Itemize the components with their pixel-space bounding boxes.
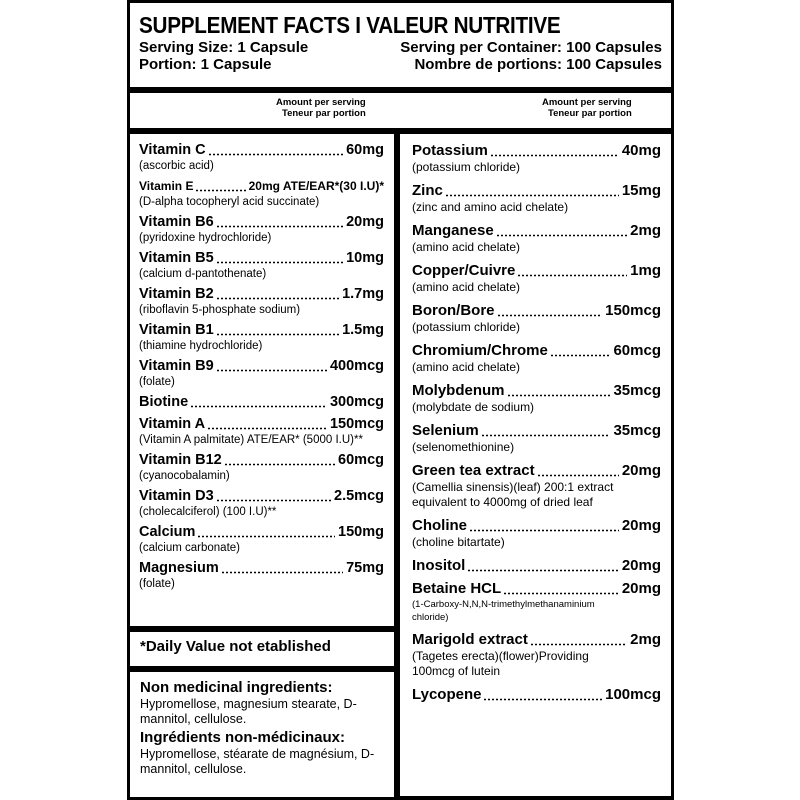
source-text: (potassium chloride)	[412, 160, 521, 174]
panel-title: SUPPLEMENT FACTS I VALEUR NUTRITIVE	[139, 12, 561, 38]
nutrient-row	[412, 631, 661, 649]
nutrient-name: Magnesium	[139, 560, 219, 576]
nutrient-name: Biotine	[139, 394, 189, 410]
teneur-par-portion-right: Teneur par portion	[548, 108, 632, 119]
nutrient-row	[139, 214, 384, 231]
nutrient-source	[412, 360, 661, 375]
nutrient-amount: 150mg	[338, 524, 384, 540]
source-text: (amino acid chelate)	[412, 240, 521, 254]
nutrient-amount: 60mcg	[338, 452, 384, 468]
nutrient-row	[412, 302, 661, 320]
nutrient-source	[139, 505, 384, 519]
nutrient-name: Copper/Cuivre	[412, 262, 516, 279]
nutrient-source	[139, 303, 384, 317]
nutrient-row	[412, 422, 661, 440]
nutrient-row	[412, 557, 661, 575]
nutrient-amount: 20mg	[621, 557, 661, 574]
daily-value-box	[130, 632, 394, 666]
nutrient-source	[412, 240, 661, 255]
nutrient-amount: 100mcg	[605, 686, 661, 703]
dot-leader	[496, 234, 627, 237]
amount-per-serving-left: Amount per serving	[276, 97, 366, 108]
source-text: (cyanocobalamin)	[139, 470, 230, 482]
nutrient-name: Green tea extract	[412, 462, 535, 479]
nutrient-amount: 2mg	[630, 631, 661, 648]
right-nutrient-column	[400, 134, 671, 796]
nutrient-source	[139, 433, 384, 447]
nutrient-source	[412, 200, 661, 215]
nutrient-amount: 2.5mcg	[334, 488, 384, 504]
nutrient-row	[412, 580, 661, 598]
source-text: (selenomethionine)	[412, 440, 515, 454]
source-text: (1-Carboxy-N,N,N-trimethylmethanaminium	[412, 599, 595, 610]
nutrient-name: Vitamin B12	[139, 452, 222, 468]
nutrient-row	[139, 416, 384, 433]
dot-leader	[207, 427, 327, 430]
dot-leader	[208, 153, 344, 156]
dot-leader	[507, 394, 611, 397]
dot-leader	[490, 154, 619, 157]
nutrient-row	[139, 178, 384, 195]
nutrient-name: Vitamin E	[139, 179, 194, 193]
dot-leader	[483, 698, 602, 701]
nutrient-row	[412, 142, 661, 160]
source-text-2: equivalent to 4000mg of dried leaf	[412, 495, 593, 509]
nutrient-row	[139, 358, 384, 375]
nutrient-source	[412, 535, 661, 550]
amount-header-right	[542, 97, 632, 119]
nutrient-name: Molybdenum	[412, 382, 505, 399]
nutrient-row	[412, 222, 661, 240]
nutrient-source	[139, 159, 384, 173]
amount-header-box	[130, 93, 671, 128]
non-medicinal-heading-en: Non medicinal ingredients:	[140, 679, 333, 696]
nutrient-name: Chromium/Chrome	[412, 342, 548, 359]
nutrient-amount: 1mg	[630, 262, 661, 279]
non-medicinal-box	[130, 672, 394, 797]
source-text: (thiamine hydrochloride)	[139, 340, 263, 352]
nutrient-amount: 60mg	[346, 142, 384, 158]
nutrient-source	[412, 598, 661, 624]
nutrient-name: Selenium	[412, 422, 479, 439]
nutrient-name: Vitamin B9	[139, 358, 214, 374]
nutrient-source	[139, 231, 384, 245]
source-text: (folate)	[139, 376, 175, 388]
nutrient-name: Marigold extract	[412, 631, 528, 648]
nutrient-row	[139, 394, 384, 411]
dot-leader	[467, 569, 618, 572]
nutrient-name: Betaine HCL	[412, 580, 502, 597]
nutrient-amount: 150mcg	[605, 302, 661, 319]
nutrient-row	[139, 524, 384, 541]
dot-leader	[216, 297, 339, 300]
daily-value-note: *Daily Value not etablished	[140, 638, 331, 655]
source-text: (Camellia sinensis)(leaf) 200:1 extract	[412, 480, 614, 494]
serving-row-en	[139, 39, 662, 56]
header-box	[130, 3, 671, 87]
nutrient-amount: 2mg	[630, 222, 661, 239]
nutrient-source	[412, 649, 661, 679]
nutrient-row	[139, 142, 384, 159]
serving-row-fr	[139, 56, 662, 73]
nutrient-amount: 20mg	[621, 462, 661, 479]
nutrient-source	[139, 267, 384, 281]
nutrient-name: Vitamin B5	[139, 250, 214, 266]
nutrient-amount: 150mcg	[329, 416, 384, 432]
non-medicinal-text-fr: Hypromellose, stéarate de magnésium, D-mannitol, cellulose.	[140, 747, 375, 776]
source-text-2: 100mcg of lutein	[412, 664, 501, 678]
source-note: ATE/EAR* (5000 I.U)**	[246, 434, 363, 446]
non-medicinal-text-en: Hypromellose, magnesium stearate, D-mannitol, cellulose.	[140, 697, 357, 726]
nutrient-name: Vitamin B6	[139, 214, 214, 230]
dot-leader	[216, 499, 331, 502]
dot-leader	[481, 434, 611, 437]
dot-leader	[216, 369, 327, 372]
nutrient-name: Choline	[412, 517, 467, 534]
nutrient-amount: 20mg ATE/EAR*(30 I.U)*	[248, 179, 384, 193]
dot-leader	[550, 354, 611, 357]
nutrient-amount: 40mg	[621, 142, 661, 159]
nutrient-name: Calcium	[139, 524, 196, 540]
source-text: (zinc and amino acid chelate)	[412, 200, 569, 214]
nutrient-row	[139, 488, 384, 505]
dot-leader	[537, 474, 619, 477]
dot-leader	[190, 405, 327, 408]
nutrient-name: Manganese	[412, 222, 494, 239]
amount-header-left	[276, 97, 366, 119]
nutrient-name: Boron/Bore	[412, 302, 495, 319]
nutrient-source	[139, 339, 384, 353]
non-medicinal-heading-fr: Ingrédients non-médicinaux:	[140, 729, 346, 746]
nutrient-source	[139, 469, 384, 483]
nutrient-row	[412, 342, 661, 360]
nutrient-row	[412, 686, 661, 704]
nutrient-amount: 1.5mg	[342, 322, 384, 338]
nutrient-name: Inositol	[412, 557, 466, 574]
dot-leader	[530, 643, 627, 646]
nutrient-name: Vitamin D3	[139, 488, 214, 504]
dot-leader	[195, 189, 245, 192]
dot-leader	[216, 225, 343, 228]
nutrient-row	[139, 250, 384, 267]
serving-size: Serving Size: 1 Capsule	[139, 39, 309, 56]
source-text: (amino acid chelate)	[412, 360, 521, 374]
source-text: (pyridoxine hydrochloride)	[139, 232, 272, 244]
nutrient-name: Vitamin A	[139, 416, 206, 432]
dot-leader	[445, 194, 619, 197]
nutrient-row	[139, 286, 384, 303]
nutrient-amount: 1.7mg	[342, 286, 384, 302]
source-text: (Vitamin A palmitate)	[139, 434, 245, 446]
source-text: (cholecalciferol) (100 I.U)**	[139, 506, 277, 518]
nutrient-source	[412, 160, 661, 175]
nutrient-amount: 10mg	[346, 250, 384, 266]
teneur-par-portion-left: Teneur par portion	[282, 108, 366, 119]
nutrient-row	[412, 262, 661, 280]
nutrient-source	[412, 480, 661, 510]
nutrient-source	[139, 541, 384, 555]
source-text: (amino acid chelate)	[412, 280, 521, 294]
nutrient-source	[139, 577, 384, 591]
nutrient-amount: 20mg	[621, 580, 661, 597]
source-text: (molybdate de sodium)	[412, 400, 535, 414]
dot-leader	[216, 333, 339, 336]
nutrient-row	[412, 382, 661, 400]
nutrient-source	[412, 400, 661, 415]
nutrient-name: Lycopene	[412, 686, 482, 703]
source-text: (Tagetes erecta)(flower)Providing	[412, 649, 589, 663]
source-text: (calcium carbonate)	[139, 542, 240, 554]
nombre-portions: Nombre de portions: 100 Capsules	[414, 56, 662, 73]
source-text: (ascorbic acid)	[139, 160, 214, 172]
nutrient-source	[139, 375, 384, 389]
amount-per-serving-right: Amount per serving	[542, 97, 632, 108]
supplement-facts-panel	[127, 0, 674, 800]
nutrient-row	[412, 517, 661, 535]
nutrient-name: Vitamin C	[139, 142, 206, 158]
dot-leader	[216, 261, 343, 264]
nutrient-row	[139, 452, 384, 469]
nutrient-source	[412, 280, 661, 295]
nutrient-row	[412, 182, 661, 200]
nutrient-amount: 20mg	[346, 214, 384, 230]
nutrient-amount: 35mcg	[613, 382, 661, 399]
nutrient-name: Vitamin B2	[139, 286, 214, 302]
nutrient-amount: 300mcg	[329, 394, 384, 410]
nutrient-amount: 35mcg	[613, 422, 661, 439]
nutrient-amount: 60mcg	[613, 342, 661, 359]
source-text: (D-alpha tocopheryl acid succinate)	[139, 196, 320, 208]
nutrient-row	[412, 462, 661, 480]
nutrient-name: Zinc	[412, 182, 443, 199]
source-text-2: chloride)	[412, 612, 449, 623]
source-text: (folate)	[139, 578, 175, 590]
nutrient-row	[139, 560, 384, 577]
nutrient-amount: 75mg	[346, 560, 384, 576]
portion: Portion: 1 Capsule	[139, 56, 272, 73]
nutrient-name: Potassium	[412, 142, 488, 159]
nutrient-amount: 15mg	[621, 182, 661, 199]
dot-leader	[517, 274, 627, 277]
nutrient-amount: 400mcg	[329, 358, 384, 374]
source-text: (choline bitartate)	[412, 535, 505, 549]
nutrient-source	[139, 195, 384, 209]
nutrient-source	[412, 440, 661, 455]
nutrient-source	[412, 320, 661, 335]
nutrient-row	[139, 322, 384, 339]
serving-per-container: Serving per Container: 100 Capsules	[400, 39, 662, 56]
nutrient-name: Vitamin B1	[139, 322, 214, 338]
source-text: (riboflavin 5-phosphate sodium)	[139, 304, 301, 316]
left-nutrient-column	[130, 134, 394, 626]
dot-leader	[497, 314, 603, 317]
source-text: (calcium d-pantothenate)	[139, 268, 267, 280]
nutrient-amount: 20mg	[621, 517, 661, 534]
source-text: (potassium chloride)	[412, 320, 521, 334]
dot-leader	[503, 592, 619, 595]
dot-leader	[224, 463, 335, 466]
dot-leader	[197, 535, 335, 538]
dot-leader	[469, 529, 619, 532]
dot-leader	[221, 571, 343, 574]
